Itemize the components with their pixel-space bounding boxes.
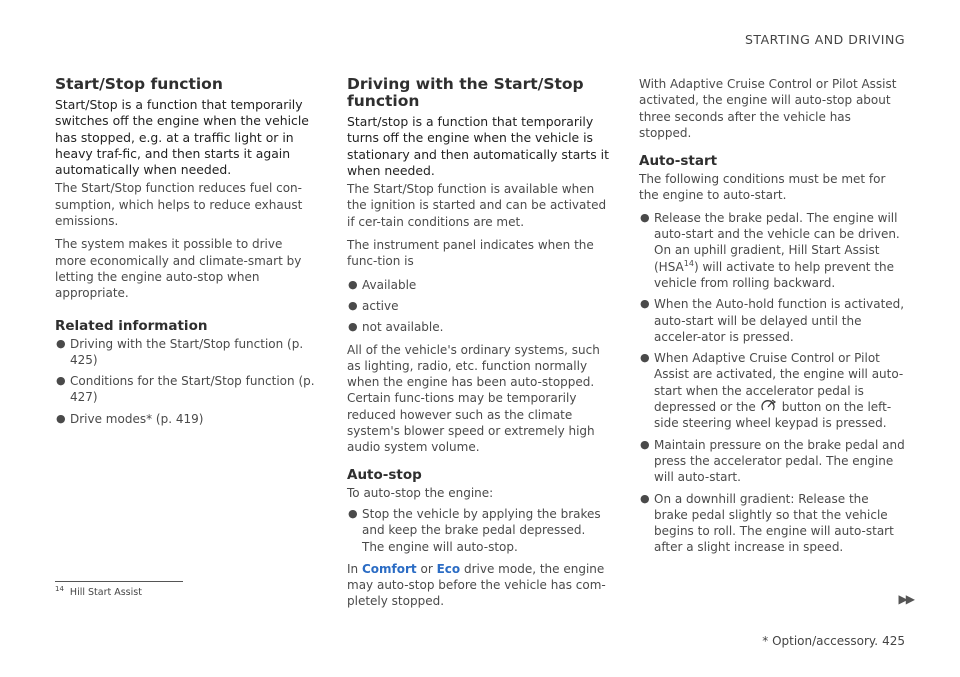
bullet-icon: ●	[348, 506, 358, 520]
comfort-mode-label: Comfort	[361, 561, 417, 576]
paragraph-economy: The system makes it possible to drive more economically and climate-smart by letting the engine auto-stop when appropriate.	[55, 237, 302, 301]
column-start-stop	[55, 76, 317, 433]
lead-start-stop: Start/Stop is a function that temporarily switches off the engine when the vehicle has stopped, e.g. at a traffic light or in heavy traf-fic, and then starts it again automatically when needed.	[55, 97, 309, 178]
paragraph-indicator: The instrument panel indicates when the func-tion is	[347, 238, 594, 269]
paragraph-acc: With Adaptive Cruise Control or Pilot Assist activated, the engine will auto-stop about three seconds after the vehicle has stopped.	[639, 77, 897, 140]
related-link-conditions[interactable]: ● Conditions for the Start/Stop function (p. 427)	[56, 374, 315, 405]
state-list	[347, 277, 609, 336]
option-note: * Option/accessory.	[762, 634, 879, 648]
paragraph-availability: The Start/Stop function is available when the ignition is started and can be activated if cer-tain conditions are met.	[347, 182, 607, 229]
paragraph-auto-start-intro: The following conditions must be met for the engine to auto-start.	[639, 172, 886, 203]
footnote-divider	[55, 581, 183, 582]
page-footer	[762, 634, 905, 648]
list-item: ● On a downhill gradient: Release the brake pedal slightly so that the vehicle begins to roll. The engine will auto-start after a slight increase in speed.	[640, 491, 894, 555]
eco-mode-label: Eco	[436, 561, 461, 576]
list-item: ● Maintain pressure on the brake pedal and press the accelerator pedal. The engine will auto-start.	[640, 437, 905, 485]
bullet-icon: ●	[348, 298, 358, 312]
bullet-icon: ●	[56, 336, 66, 350]
paragraph-drive-mode: In Comfort or Eco drive mode, the engine may auto-stop before the vehicle has com-pletely stopped.	[347, 561, 606, 609]
auto-stop-list	[347, 506, 609, 555]
paragraph-fuel: The Start/Stop function reduces fuel con-sumption, which helps to reduce exhaust emissions.	[55, 181, 303, 229]
related-link-driving[interactable]: ● Driving with the Start/Stop function (p. 425)	[56, 336, 304, 367]
lead-driving: Start/stop is a function that temporarily turns off the engine when the vehicle is stationary and then automatically starts it when needed.	[347, 114, 609, 178]
heading-auto-stop: Auto-stop	[347, 466, 422, 483]
related-links	[55, 336, 317, 427]
heading-driving: Driving with the Start/Stop function	[347, 75, 584, 110]
bullet-icon: ●	[640, 351, 650, 365]
list-item: ● Available	[348, 277, 417, 292]
bullet-icon: ●	[640, 437, 650, 451]
list-item: ● active	[348, 298, 399, 313]
list-item: ● not available.	[348, 320, 444, 335]
heading-related-info: Related information	[55, 317, 208, 334]
bullet-icon: ●	[348, 277, 358, 291]
heading-auto-start: Auto-start	[639, 153, 718, 170]
list-item: ● When the Auto-hold function is activated, auto-start will be delayed until the acceler-ator is pressed.	[640, 297, 905, 344]
list-item: ● Release the brake pedal. The engine will auto-start and the vehicle can be driven. On an uphill gradient, Hill Start Assist (HSA$^{14}$) will activate to help prevent the vehicle from rolling backward.	[640, 210, 900, 290]
bullet-icon: ●	[640, 491, 650, 505]
related-link-drive-modes[interactable]: ● Drive modes* (p. 419)	[56, 411, 204, 426]
bullet-icon: ●	[640, 210, 650, 224]
bullet-icon: ●	[640, 297, 650, 311]
next-page-icon[interactable]: ▶▶	[898, 592, 913, 606]
bullet-icon: ●	[56, 411, 66, 425]
section-header: STARTING AND DRIVING	[744, 32, 905, 47]
cruise-control-button-icon	[760, 399, 778, 413]
column-auto-start	[639, 76, 905, 562]
footnote: $^{14}$ Hill Start Assist	[55, 584, 142, 598]
paragraph-auto-stop-intro: To auto-stop the engine:	[347, 485, 494, 500]
list-item: ● When Adaptive Cruise Control or Pilot Assist are activated, the engine will auto-start when the accelerator pedal is depressed or the button on the left-side steering wheel keypad is pressed.	[640, 351, 904, 431]
footnote-ref: 14	[683, 258, 694, 268]
heading-start-stop: Start/Stop function	[55, 75, 223, 93]
list-item: ● Stop the vehicle by applying the brakes and keep the brake pedal depressed. The engine will auto-stop.	[348, 506, 601, 554]
page-number: 425	[882, 634, 905, 648]
bullet-icon: ●	[56, 374, 66, 388]
paragraph-systems: All of the vehicle's ordinary systems, such as lighting, radio, etc. function normally when the engine has been auto-stopped. Certain func-tions may be temporarily reduced however such as the climate system's blower speed or extremely high audio system volume.	[347, 342, 600, 455]
auto-start-list	[639, 210, 905, 556]
bullet-icon: ●	[348, 320, 358, 334]
column-driving	[347, 76, 609, 617]
